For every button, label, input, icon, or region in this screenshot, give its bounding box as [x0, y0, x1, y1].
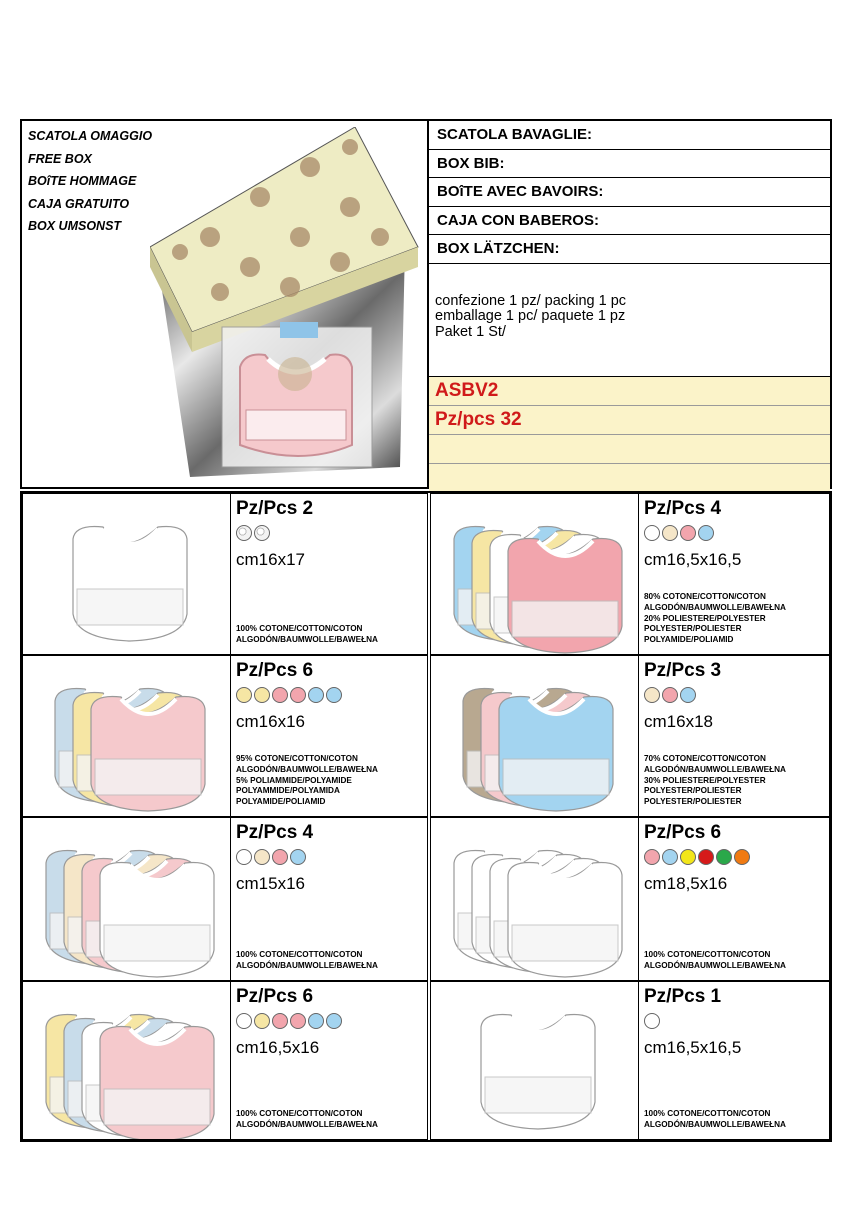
product-info — [236, 498, 423, 650]
pieces-count: Pz/pcs 32 — [429, 406, 830, 435]
product-info — [236, 822, 423, 976]
color-swatch — [698, 525, 714, 541]
fabric-line: ALGODÓN/BAUMWOLLE/BAWEŁNA — [236, 764, 378, 774]
product-info — [236, 660, 423, 812]
striped-bibs-icon — [431, 656, 639, 816]
size-label: cm18,5x16 — [644, 874, 728, 893]
pieces-label: Pz/Pcs 4 — [236, 822, 314, 843]
fabric-line: 5% POLIAMMIDE/POLYAMIDE — [236, 775, 352, 785]
fabric-line: 100% COTONE/COTTON/COTON — [236, 624, 363, 634]
color-swatch — [254, 1013, 270, 1029]
bear-print-gift-box-icon — [150, 127, 420, 479]
color-swatch — [644, 687, 660, 703]
fabric-line: ALGODÓN/BAUMWOLLE/BAWEŁNA — [236, 635, 378, 645]
product-cell — [430, 655, 830, 817]
box-label-row: BOîTE AVEC BAVOIRS: — [429, 178, 830, 207]
color-swatches — [644, 525, 825, 543]
fabric-line: ALGODÓN/BAUMWOLLE/BAWEŁNA — [236, 961, 378, 971]
color-swatch — [254, 687, 270, 703]
fabric-line: 80% COTONE/COTTON/COTON — [644, 592, 766, 602]
fabric-line: POLYAMMIDE/POLYAMIDA — [236, 786, 340, 796]
color-swatches — [236, 525, 423, 543]
color-swatches — [644, 687, 825, 705]
products-grid — [20, 491, 832, 1142]
color-swatch — [236, 687, 252, 703]
pieces-label: Pz/Pcs 6 — [236, 986, 314, 1007]
size-label: cm16,5x16 — [236, 1038, 320, 1057]
color-swatch — [662, 687, 678, 703]
free-box-labels — [28, 125, 152, 238]
fabric-composition — [644, 592, 786, 646]
size-label: cm16,5x16,5 — [644, 550, 742, 569]
product-info — [236, 986, 423, 1135]
color-swatch — [236, 1013, 252, 1029]
empty-row — [429, 435, 830, 464]
box-label-row: BOX LÄTZCHEN: — [429, 235, 830, 264]
fabric-composition — [644, 1109, 786, 1131]
box-photo-cell — [22, 121, 429, 487]
box-label-row: CAJA CON BABEROS: — [429, 207, 830, 236]
free-box-label: BOX UMSONST — [28, 219, 122, 233]
color-swatch — [326, 1013, 342, 1029]
article-code: ASBV2 — [429, 377, 830, 406]
fabric-line: POLYESTER/POLIESTER — [644, 797, 742, 807]
product-info — [644, 498, 825, 650]
color-swatch — [308, 1013, 324, 1029]
packing-info — [429, 264, 830, 377]
color-swatches — [236, 1013, 423, 1031]
color-swatch — [254, 525, 270, 541]
color-swatches — [236, 849, 423, 867]
color-swatch — [644, 525, 660, 541]
product-cell — [430, 981, 830, 1140]
color-swatch — [680, 687, 696, 703]
fabric-composition — [236, 754, 378, 808]
fabric-line: POLYAMIDE/POLIAMID — [236, 797, 326, 807]
product-cell — [22, 655, 428, 817]
pieces-label: Pz/Pcs 1 — [644, 986, 722, 1007]
product-info — [644, 822, 825, 976]
color-swatches — [644, 1013, 825, 1031]
fabric-line: 100% COTONE/COTTON/COTON — [644, 1109, 771, 1119]
fabric-line: 20% POLIESTERE/POLYESTER — [644, 613, 766, 623]
white-heart-bib-icon — [23, 494, 231, 654]
pieces-label: Pz/Pcs 6 — [236, 660, 314, 681]
color-swatch — [644, 849, 660, 865]
color-swatch — [290, 849, 306, 865]
color-swatch — [272, 1013, 288, 1029]
color-swatches — [236, 687, 423, 705]
size-label: cm16,5x16,5 — [644, 1038, 742, 1057]
fabric-line: 100% COTONE/COTTON/COTON — [644, 950, 771, 960]
pastel-bibs-fan-icon — [431, 494, 639, 654]
header-block — [20, 119, 832, 489]
pieces-label: Pz/Pcs 4 — [644, 498, 722, 519]
packing-line: Paket 1 St/ — [435, 323, 506, 340]
color-swatch — [254, 849, 270, 865]
size-label: cm16x17 — [236, 550, 305, 569]
color-swatch — [734, 849, 750, 865]
color-swatch — [272, 849, 288, 865]
pieces-label: Pz/Pcs 3 — [644, 660, 722, 681]
fabric-line: ALGODÓN/BAUMWOLLE/BAWEŁNA — [644, 1120, 786, 1130]
color-swatch — [680, 849, 696, 865]
lace-bibs-icon — [23, 818, 231, 980]
product-cell — [22, 981, 428, 1140]
free-box-label: CAJA GRATUITO — [28, 196, 130, 211]
pieces-label: Pz/Pcs 2 — [236, 498, 314, 519]
fabric-line: 100% COTONE/COTTON/COTON — [236, 1109, 363, 1119]
terry-bibs-icon — [23, 656, 231, 816]
product-cell — [430, 817, 830, 981]
packing-line: confezione 1 pz/ packing 1 pc — [435, 292, 627, 309]
fabric-composition — [644, 754, 786, 808]
fabric-line: ALGODÓN/BAUMWOLLE/BAWEŁNA — [644, 602, 786, 612]
fabric-composition — [236, 1109, 378, 1131]
box-label-row: BOX BIB: — [429, 150, 830, 179]
product-cell — [22, 817, 428, 981]
fabric-line: 100% COTONE/COTTON/COTON — [236, 950, 363, 960]
pieces-label: Pz/Pcs 6 — [644, 822, 722, 843]
fabric-composition — [236, 950, 378, 972]
color-swatch — [290, 1013, 306, 1029]
free-box-label: FREE BOX — [28, 151, 92, 166]
free-box-label: BOîTE HOMMAGE — [28, 174, 137, 188]
color-swatch — [698, 849, 714, 865]
color-swatch — [662, 849, 678, 865]
fabric-line: 95% COTONE/COTTON/COTON — [236, 754, 358, 764]
color-swatch — [272, 687, 288, 703]
white-bibs-colored-trim-icon — [431, 818, 639, 980]
color-swatch — [236, 525, 252, 541]
fabric-line: ALGODÓN/BAUMWOLLE/BAWEŁNA — [644, 961, 786, 971]
fabric-line: POLYESTER/POLIESTER — [644, 624, 742, 634]
product-info — [644, 660, 825, 812]
product-cell — [22, 493, 428, 655]
fabric-line: 30% POLIESTERE/POLYESTER — [644, 775, 766, 785]
color-swatch — [680, 525, 696, 541]
packing-line: emballage 1 pc/ paquete 1 pz — [435, 308, 626, 325]
free-box-label: SCATOLA OMAGGIO — [28, 129, 153, 143]
color-swatch — [644, 1013, 660, 1029]
color-swatch — [662, 525, 678, 541]
color-swatches — [644, 849, 825, 867]
fabric-composition — [236, 624, 378, 646]
color-swatch — [716, 849, 732, 865]
fabric-line: POLYAMIDE/POLIAMID — [644, 635, 734, 645]
product-info — [644, 986, 825, 1135]
empty-row — [429, 464, 830, 493]
color-swatch — [308, 687, 324, 703]
fabric-line: 70% COTONE/COTTON/COTON — [644, 754, 766, 764]
size-label: cm16x16 — [236, 712, 305, 731]
box-info-panel — [429, 121, 830, 487]
aida-bibs-icon — [23, 982, 231, 1139]
fabric-line: POLYESTER/POLIESTER — [644, 786, 742, 796]
fabric-line: ALGODÓN/BAUMWOLLE/BAWEŁNA — [236, 1120, 378, 1130]
single-white-bib-icon — [431, 982, 639, 1139]
color-swatch — [326, 687, 342, 703]
product-cell — [430, 493, 830, 655]
size-label: cm15x16 — [236, 874, 305, 893]
fabric-line: ALGODÓN/BAUMWOLLE/BAWEŁNA — [644, 764, 786, 774]
size-label: cm16x18 — [644, 712, 713, 731]
fabric-composition — [644, 950, 786, 972]
color-swatch — [290, 687, 306, 703]
color-swatch — [236, 849, 252, 865]
box-label-row: SCATOLA BAVAGLIE: — [429, 121, 830, 150]
